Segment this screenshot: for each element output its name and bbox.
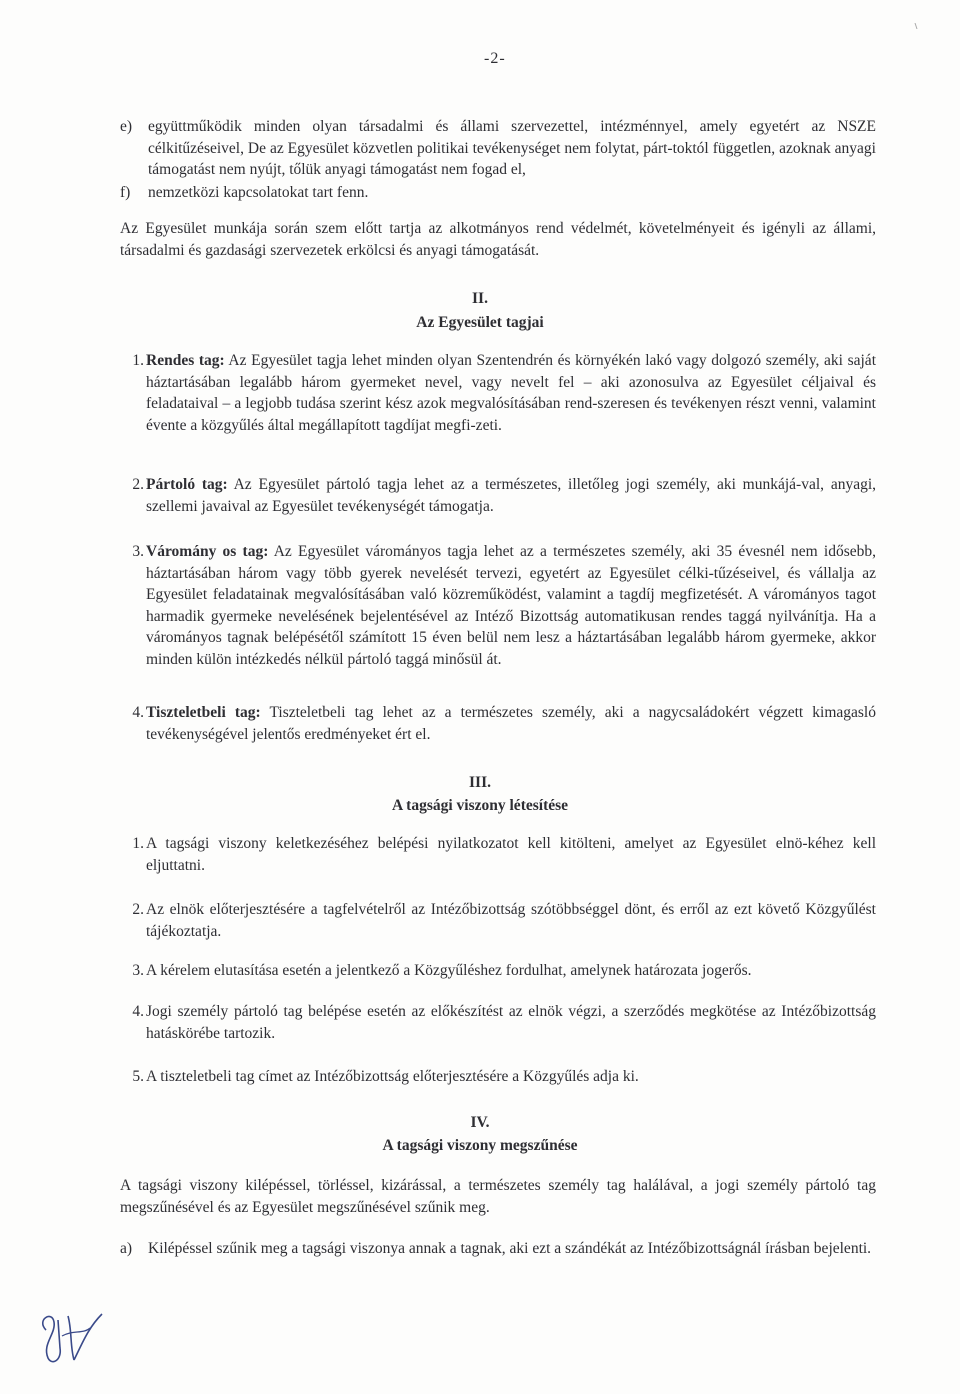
- section-3-item-2: [120, 899, 876, 942]
- list-item-a: [120, 1238, 876, 1260]
- item-number: 1.: [132, 835, 144, 852]
- item-number: 1.: [132, 352, 144, 369]
- item-text: Az Egyesület várományos tagja lehet az a természetes személy, aki 35 évesnél nem idősebb, háztartásában három vagy több gyerek nevelését tervezi, egyetért az Egyesület célki-tűzéseivel, és vállalja az Egyesület feladatainak megvalósításában való közreműködést, valamint a tagdíj megfizetését. A várományos tagot harmadik gyermeke nevelésének bejelentésével az Intéző Bizottság automatikusan rendes taggá nyilvánítja. Ha a várományos tagnak belépésétől számított 15 éven belül nem lesz a háztartásában legalább három gyermeke, akkor minden külön intézkedés nélkül pártoló taggá minősül át.: [146, 543, 877, 668]
- item-text: Kilépéssel szűnik meg a tagsági viszonya annak a tagnak, aki ezt a szándékát az Intézőbizottságnál írásban bejelenti.: [148, 1240, 872, 1257]
- section-3-title: A tagsági viszony létesítése: [391, 797, 569, 814]
- item-label: a): [120, 1240, 133, 1257]
- item-text: A tagsági viszony keletkezéséhez belépési nyilatkozatot kell kitölteni, amelyet az Egyesület elnö-kéhez kell eljuttatni.: [146, 835, 876, 874]
- section-2-item-1: [120, 350, 876, 436]
- list-item-e: [120, 116, 876, 181]
- item-number: 2.: [132, 476, 144, 493]
- item-number: 2.: [132, 901, 144, 918]
- item-text: Az elnök előterjesztésére a tagfelvételről az Intézőbizottság szótöbbséggel dönt, és erről az ezt követő Közgyűlést tájékoztatja.: [146, 901, 876, 940]
- item-text: nemzetközi kapcsolatokat tart fenn.: [148, 184, 369, 201]
- item-text: Az Egyesület pártoló tagja lehet az a természetes, illetőleg jogi személy, aki munkájá-val, anyagi, szellemi javaival az Egyesület tevékenységét támogatja.: [146, 476, 877, 515]
- item-label: f): [120, 184, 131, 201]
- section-4-numeral: IV.: [470, 1114, 490, 1131]
- section-3-numeral: III.: [469, 774, 491, 791]
- item-text: Az Egyesület tagja lehet minden olyan Szentendrén és környékén lakó vagy dolgozó személy, aki saját háztartásában legalább három gyermeket nevel, vagy nevelt fel – aki azonosulva az Egyesület céljaival és feladataival – a legjobb tudása szerint kész azok megvalósításában rend-szeresen és tevékenyen részt venni, valamint évente a közgyűlés által megállapított tagdíjat megfi-zeti.: [146, 352, 876, 434]
- section-2-numeral: II.: [472, 290, 488, 307]
- item-term: Pártoló tag:: [146, 476, 228, 493]
- item-term: Tiszteletbeli tag:: [146, 704, 261, 721]
- item-label: e): [120, 118, 133, 135]
- section-3-item-1: [120, 833, 876, 876]
- section-2-title: Az Egyesület tagjai: [416, 314, 544, 331]
- scan-speck: [914, 16, 918, 22]
- item-number: 5.: [132, 1068, 144, 1085]
- section-2-item-2: [120, 474, 876, 517]
- section-4-title: A tagsági viszony megszűnése: [382, 1137, 578, 1154]
- item-number: 3.: [132, 543, 144, 560]
- item-number: 3.: [132, 962, 144, 979]
- section-2-item-4: [120, 702, 876, 745]
- item-text: Jogi személy pártoló tag belépése esetén az előkészítést az elnök végzi, a szerződés megkötése az Intézőbizottság hatáskörébe tartozik.: [146, 1003, 876, 1042]
- item-text: Tiszteletbeli tag lehet az a természetes személy, aki a nagycsaládokért végzett kimagasló tevékenységével jelentős eredményeket ért el.: [146, 704, 876, 743]
- intro-paragraph: Az Egyesület munkája során szem előtt tartja az alkotmányos rend védelmét, követelményeit és igényli az állami, társadalmi és gazdasági szervezetek erkölcsi és anyagi támogatását.: [120, 220, 876, 259]
- item-term: Váromány os tag:: [146, 543, 269, 560]
- item-term: Rendes tag:: [146, 352, 225, 369]
- item-number: 4.: [132, 704, 144, 721]
- item-text: A tiszteletbeli tag címet az Intézőbizottság előterjesztésére a Közgyűlés adja ki.: [146, 1068, 639, 1085]
- page-number: -2-: [484, 50, 506, 67]
- section-3-item-3: [120, 960, 876, 982]
- handwritten-initials: [32, 1300, 122, 1375]
- item-text: A kérelem elutasítása esetén a jelentkező a Közgyűléshez fordulhat, amelynek határozata jogerős.: [146, 962, 752, 979]
- section-3-item-5: [120, 1066, 876, 1088]
- section-4-paragraph: A tagsági viszony kilépéssel, törléssel, kizárással, a természetes személy tag halálával, a jogi személy pártoló tag megszűnésével és az Egyesület megszűnésével szűnik meg.: [120, 1177, 876, 1216]
- section-3-item-4: [120, 1001, 876, 1044]
- item-number: 4.: [132, 1003, 144, 1020]
- section-2-item-3: [120, 541, 876, 670]
- list-item-f: [120, 182, 876, 204]
- item-text: együttműködik minden olyan társadalmi és állami szervezettel, intézménnyel, amely egyetért az NSZE célkitűzéseivel, De az Egyesület közvetlen politikai tevékenységet nem folytat, párt-toktól független, azoknak anyagi támogatást nem nyújt, tőlük anyagi támogatást nem fogad el,: [148, 118, 876, 178]
